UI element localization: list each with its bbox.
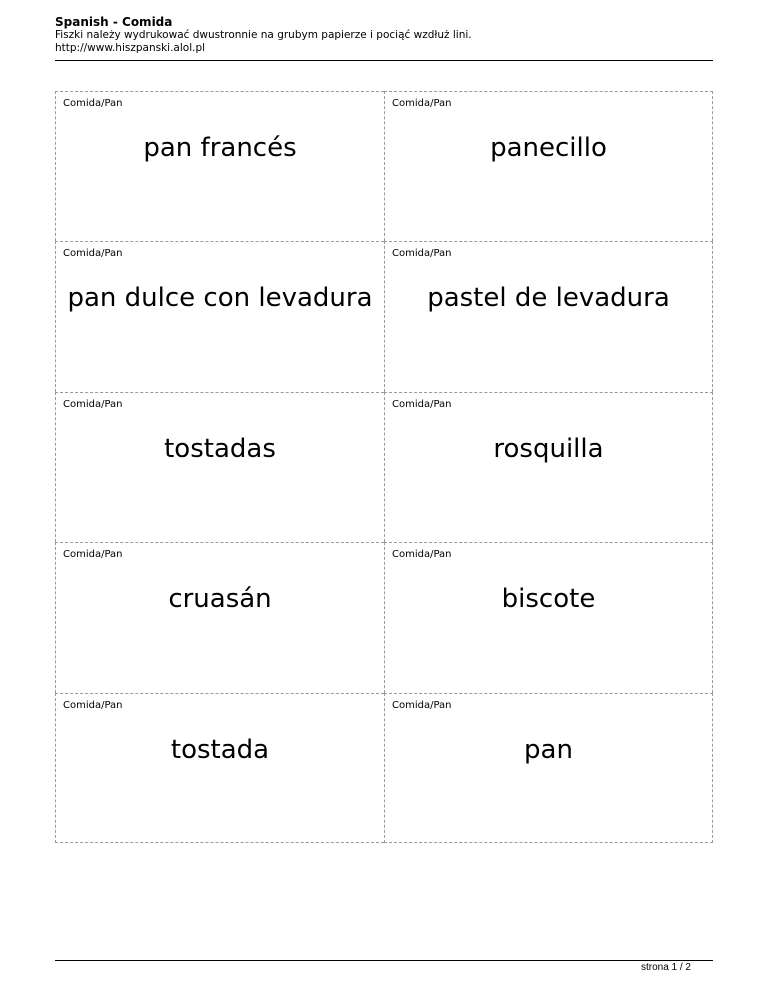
card-word: pan <box>524 734 573 765</box>
card-category: Comida/Pan <box>63 398 123 410</box>
card-category: Comida/Pan <box>392 699 452 711</box>
page-header <box>55 15 713 55</box>
card-word: tostada <box>170 734 270 765</box>
flashcard <box>55 91 384 241</box>
footer-divider <box>55 960 713 961</box>
source-url: http://www.hiszpanski.alol.pl <box>55 42 206 54</box>
card-category: Comida/Pan <box>392 98 452 109</box>
card-word: pan francés <box>143 133 297 163</box>
card-category: Comida/Pan <box>392 398 452 410</box>
flashcard <box>384 542 713 692</box>
card-category: Comida/Pan <box>63 248 123 260</box>
card-category: Comida/Pan <box>63 98 123 109</box>
print-instructions: Fiszki należy wydrukować dwustronnie na grubym papierze i pociąć wzdłuż lini. <box>55 29 472 41</box>
flashcard <box>384 693 713 843</box>
flashcard <box>384 241 713 391</box>
card-word: rosquilla <box>493 433 604 464</box>
header-divider <box>55 60 713 61</box>
flashcard-grid <box>55 91 713 843</box>
flashcard <box>55 693 384 843</box>
flashcard <box>55 542 384 692</box>
card-category: Comida/Pan <box>63 549 123 561</box>
card-category: Comida/Pan <box>392 248 452 260</box>
card-word: biscote <box>501 584 596 615</box>
flashcard <box>384 91 713 241</box>
flashcard <box>384 392 713 542</box>
card-word: cruasán <box>168 584 272 615</box>
card-word: pastel de levadura <box>427 283 670 314</box>
card-category: Comida/Pan <box>392 549 452 561</box>
card-category: Comida/Pan <box>63 699 123 711</box>
card-word: panecillo <box>490 133 607 163</box>
document-title: Spanish - Comida <box>55 15 173 29</box>
page-number: strona 1 / 2 <box>640 962 691 973</box>
flashcard <box>55 392 384 542</box>
flashcard <box>55 241 384 391</box>
card-word: tostadas <box>164 433 276 464</box>
card-word: pan dulce con levadura <box>67 283 373 314</box>
